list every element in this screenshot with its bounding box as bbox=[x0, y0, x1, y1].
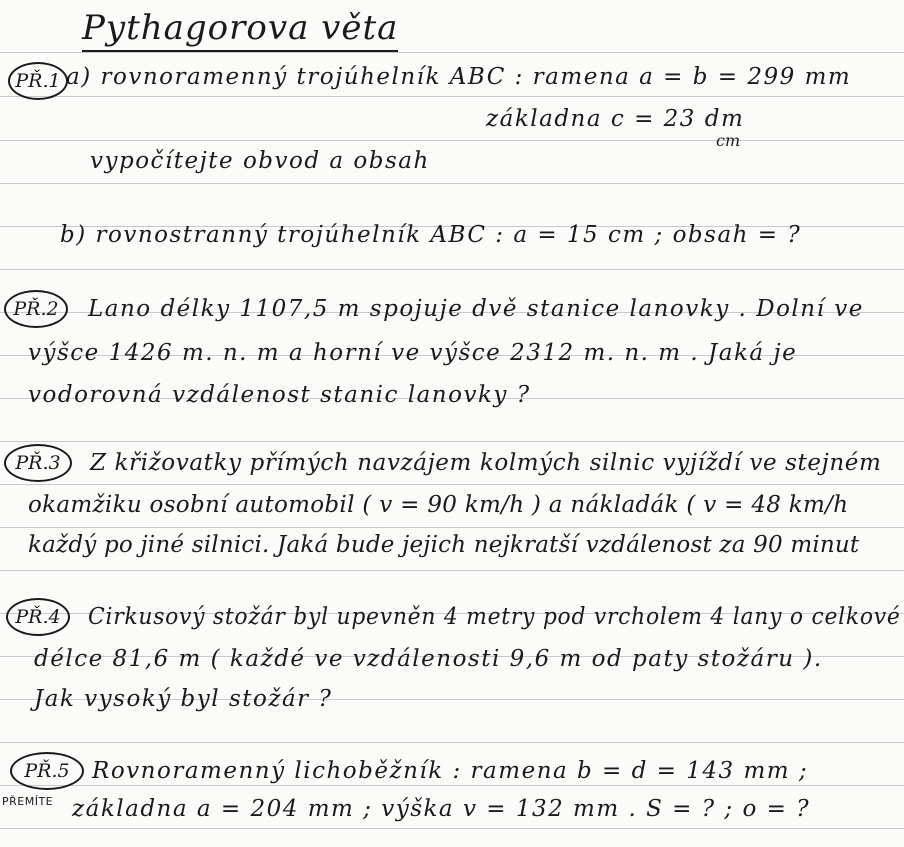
problem-3-line-3: každý po jiné silnici. Jaká bude jejich nejkratší vzdálenost za 90 minut bbox=[28, 532, 860, 558]
rule-line bbox=[0, 52, 904, 53]
problem-3-badge: PŘ.3 bbox=[4, 444, 72, 482]
rule-line bbox=[0, 484, 904, 485]
rule-line bbox=[0, 269, 904, 270]
rule-line bbox=[0, 96, 904, 97]
problem-1-badge: PŘ.1 bbox=[8, 62, 68, 100]
margin-note: PŘEMÍTE bbox=[2, 795, 54, 808]
problem-4-badge: PŘ.4 bbox=[6, 598, 70, 636]
problem-1-line-3: vypočítejte obvod a obsah bbox=[90, 148, 430, 174]
rule-line bbox=[0, 570, 904, 571]
rule-line bbox=[0, 441, 904, 442]
problem-5-line-1: Rovnoramenný lichoběžník : ramena b = d = 143 mm ; bbox=[92, 758, 809, 784]
problem-3-line-1: Z křižovatky přímých navzájem kolmých silnic vyjíždí ve stejném bbox=[90, 450, 882, 476]
problem-4-line-2: délce 81,6 m ( každé ve vzdálenosti 9,6 m od paty stožáru ). bbox=[34, 646, 823, 672]
rule-line bbox=[0, 742, 904, 743]
rule-line bbox=[0, 140, 904, 141]
rule-line bbox=[0, 785, 904, 786]
problem-1-correction: cm bbox=[716, 131, 741, 150]
page-title: Pythagorova věta bbox=[82, 8, 398, 52]
problem-1-line-4: b) rovnostranný trojúhelník ABC : a = 15 cm ; obsah = ? bbox=[60, 222, 802, 248]
problem-1-line-2: základna c = 23 dm bbox=[486, 106, 745, 132]
problem-2-line-2: výšce 1426 m. n. m a horní ve výšce 2312 m. n. m . Jaká je bbox=[28, 340, 798, 366]
problem-2-badge: PŘ.2 bbox=[4, 290, 68, 328]
rule-line bbox=[0, 828, 904, 829]
problem-5-line-2: základna a = 204 mm ; výška v = 132 mm . S = ? ; o = ? bbox=[72, 796, 811, 822]
problem-2-line-3: vodorovná vzdálenost stanic lanovky ? bbox=[28, 382, 531, 408]
problem-1-line-1: a) rovnoramenný trojúhelník ABC : ramena a = b = 299 mm bbox=[66, 64, 852, 90]
problem-4-line-3: Jak vysoký byl stožár ? bbox=[34, 686, 333, 712]
problem-2-line-1: Lano délky 1107,5 m spojuje dvě stanice lanovky . Dolní ve bbox=[88, 296, 864, 322]
problem-3-line-2: okamžiku osobní automobil ( v = 90 km/h ) a nákladák ( v = 48 km/h bbox=[28, 492, 849, 518]
rule-line bbox=[0, 527, 904, 528]
rule-line bbox=[0, 183, 904, 184]
problem-4-line-1: Cirkusový stožár byl upevněn 4 metry pod vrcholem 4 lany o celkové bbox=[88, 604, 901, 630]
problem-5-badge: PŘ.5 bbox=[10, 752, 84, 790]
